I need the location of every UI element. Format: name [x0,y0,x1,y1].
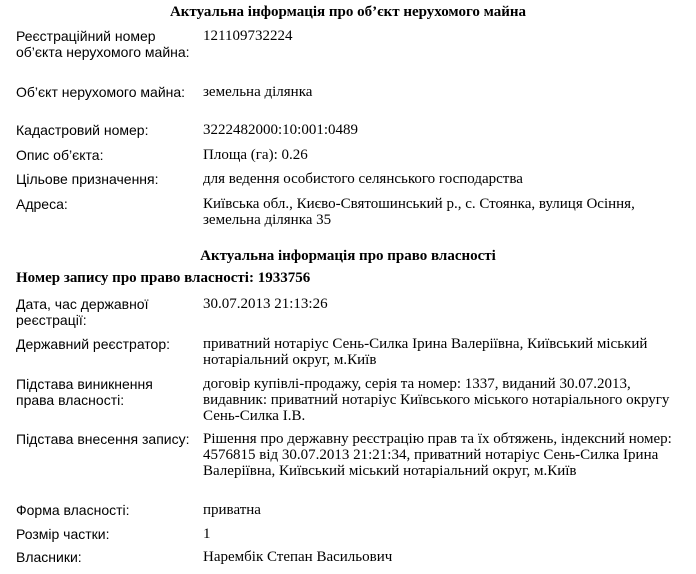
object-description-label: Опис об’єкта: [16,147,104,163]
cadastral-number-value: 3222482000:10:001:0489 [203,122,359,138]
purpose-value: для ведення особистого селянського господарства [203,171,523,187]
property-section-title: Актуальна інформація про об’єкт нерухомого майна [169,4,527,20]
ownership-form-value: приватна [203,502,261,518]
property-object-value: земельна ділянка [203,84,313,100]
object-description-value: Площа (га): 0.26 [203,147,308,163]
cadastral-number-label: Кадастровий номер: [16,122,149,138]
address-label: Адреса: [16,196,68,212]
registration-datetime-value: 30.07.2013 21:13:26 [203,296,328,312]
ownership-section-title: Актуальна інформація про право власності [200,248,496,264]
share-size-label: Розмір частки: [16,526,110,542]
address-value: Київська обл., Києво-Святошинський р., с. Стоянка, вулиця Осіння, земельна ділянка 35 [203,196,635,228]
property-registration-number-label: Реєстраційний номер об’єкта нерухомого майна: [16,28,190,60]
share-size-value: 1 [203,526,211,542]
ownership-form-label: Форма власності: [16,502,130,518]
owners-value: Нарембік Степан Васильович [203,549,393,565]
state-registrar-value: приватний нотаріус Сень-Силка Ірина Валеріївна, Київський міський нотаріальний округ, м.Київ [203,336,648,368]
property-object-label: Об’єкт нерухомого майна: [16,84,186,100]
state-registrar-label: Державний реєстратор: [16,336,171,352]
owners-label: Власники: [16,549,82,565]
purpose-label: Цільове призначення: [16,171,159,187]
ownership-record-heading: Номер запису про право власності: 1933756 [16,270,311,286]
property-registration-number-value: 121109732224 [203,28,293,44]
registration-datetime-label: Дата, час державної реєстрації: [16,296,149,328]
ownership-basis-value: договір купівлі-продажу, серія та номер: 1337, виданий 30.07.2013, видавник: приватний нотаріус Київського міського нотаріального округу Сень-Силка І.В. [203,376,670,424]
record-basis-value: Рішення про державну реєстрацію прав та їх обтяжень, індексний номер: 4576815 від 30.07.2013 21:21:34, приватний нотаріус Сень-Силка Ірина Валеріївна, Київський міський нотаріальний округ, м.Київ [203,431,672,479]
ownership-basis-label: Підстава виникнення права власності: [16,376,153,408]
record-basis-label: Підстава внесення запису: [16,431,190,447]
